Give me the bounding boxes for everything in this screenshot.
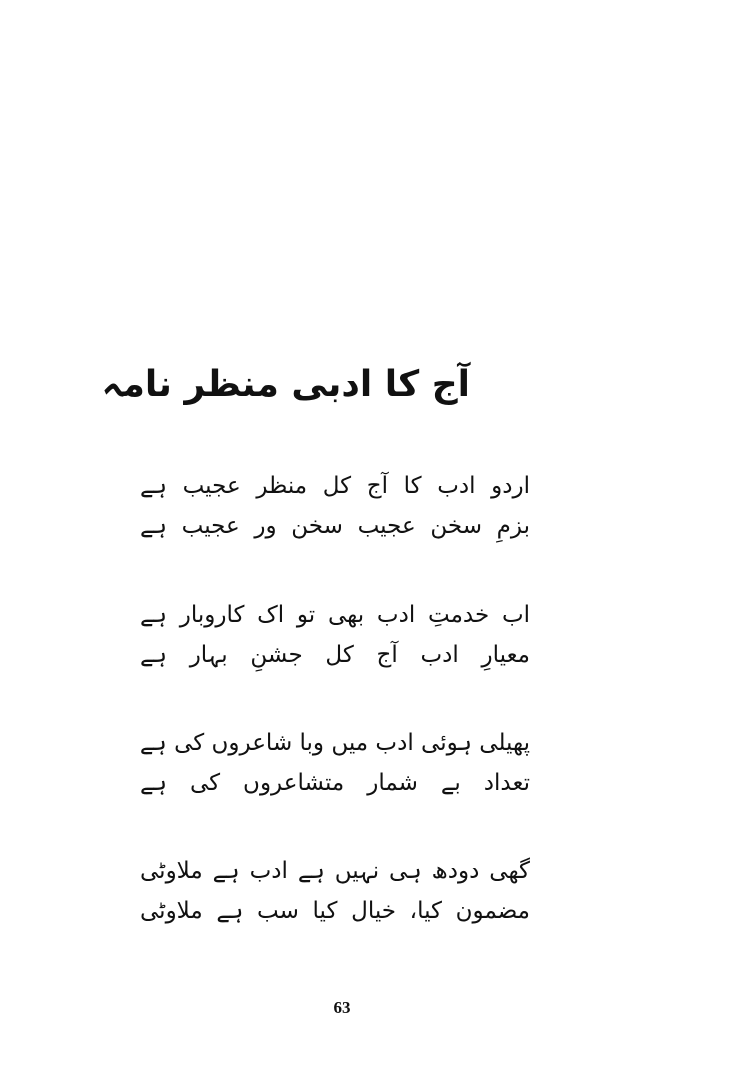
stanza-3 bbox=[140, 723, 530, 803]
verse-line: اردو ادب کا آج کل منظر عجیب ہے bbox=[140, 473, 530, 499]
verse-line: پھیلی ہوئی ادب میں وبا شاعروں کی ہے bbox=[140, 730, 530, 756]
page-number: 63 bbox=[333, 998, 351, 1017]
verse-line: معیارِ ادب آج کل جشنِ بہار ہے bbox=[140, 642, 530, 668]
stanza-4 bbox=[140, 851, 530, 931]
stanza-2 bbox=[140, 595, 530, 675]
poem-title: آج کا ادبی منظر نامہ bbox=[101, 364, 470, 405]
verse-line: اب خدمتِ ادب بھی تو اک کاروبار ہے bbox=[140, 602, 530, 628]
verse-line: تعداد بے شمار متشاعروں کی ہے bbox=[140, 770, 530, 796]
verse-line: گھی دودھ ہی نہیں ہے ادب ہے ملاوٹی bbox=[140, 858, 530, 884]
verse-line: مضمون کیا، خیال کیا سب ہے ملاوٹی bbox=[140, 898, 530, 924]
stanza-1 bbox=[140, 466, 530, 546]
verse-line: بزمِ سخن عجیب سخن ور عجیب ہے bbox=[140, 513, 530, 539]
